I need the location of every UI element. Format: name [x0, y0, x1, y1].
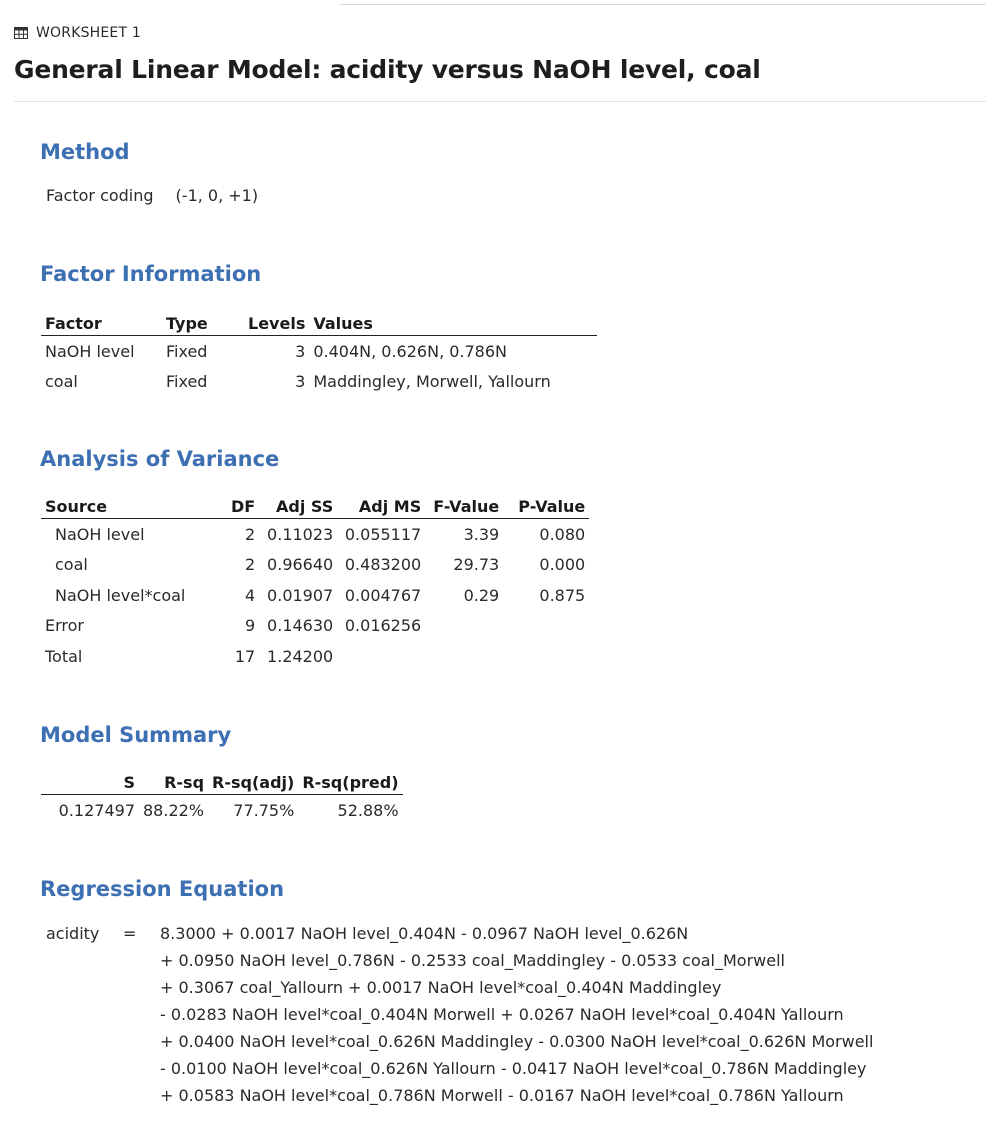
- source-cell: Error: [45, 616, 84, 636]
- r-sq-pred-cell: 52.88%: [337, 800, 399, 820]
- df-cell: 2: [245, 524, 256, 544]
- p-value-cell: [503, 611, 589, 642]
- f-value-cell: 0.29: [463, 585, 500, 605]
- column-header: Factor: [41, 307, 162, 336]
- type-cell: Fixed: [166, 372, 208, 392]
- source-cell: coal: [55, 555, 88, 575]
- source-cell: NaOH level: [55, 524, 145, 544]
- adj-ss-cell: 0.01907: [267, 585, 334, 605]
- column-header: P-Value: [503, 490, 589, 519]
- column-header: Type: [162, 307, 244, 336]
- source-cell: Total: [45, 646, 83, 666]
- response-name: acidity: [46, 924, 100, 943]
- column-header: Source: [41, 490, 227, 519]
- r-sq-cell: 88.22%: [143, 800, 205, 820]
- column-header: Adj SS: [259, 490, 337, 519]
- table-row: [41, 367, 597, 398]
- equation-line: + 0.0583 NaOH level*coal_0.786N Morwell - 0.0167 NaOH level*coal_0.786N Yallourn: [160, 1086, 844, 1105]
- column-header: DF: [227, 490, 259, 519]
- table-row: [41, 795, 403, 826]
- table-row: [41, 611, 589, 642]
- equation-terms: [160, 924, 873, 1113]
- equation-line: + 0.3067 coal_Yallourn + 0.0017 NaOH level*coal_0.404N Maddingley: [160, 978, 722, 997]
- df-cell: 17: [234, 646, 256, 666]
- column-header: R-sq(adj): [208, 766, 298, 795]
- equation-line: + 0.0950 NaOH level_0.786N - 0.2533 coal_Maddingley - 0.0533 coal_Morwell: [160, 951, 785, 970]
- r-sq-adj-cell: 77.75%: [233, 800, 295, 820]
- df-cell: 2: [245, 555, 256, 575]
- model-summary-heading: Model Summary: [40, 723, 232, 747]
- model-summary-table: [41, 766, 403, 826]
- anova-heading: Analysis of Variance: [40, 447, 280, 471]
- type-cell: Fixed: [166, 341, 208, 361]
- table-header-row: [41, 766, 403, 795]
- df-cell: 4: [245, 585, 256, 605]
- values-cell: 0.404N, 0.626N, 0.786N: [313, 341, 508, 361]
- worksheet-header: [14, 25, 141, 41]
- table-row: [41, 519, 589, 550]
- title-divider: [14, 101, 986, 102]
- factor-info-heading: Factor Information: [40, 262, 262, 286]
- adj-ss-cell: 0.96640: [267, 555, 334, 575]
- grid-table-icon: [14, 27, 28, 39]
- table-header-row: [41, 307, 597, 336]
- source-cell: NaOH level*coal: [55, 585, 186, 605]
- table-row: [41, 641, 589, 672]
- adj-ms-cell: 0.016256: [344, 616, 422, 636]
- levels-cell: 3: [295, 372, 306, 392]
- adj-ss-cell: 1.24200: [267, 646, 334, 666]
- factor-cell: coal: [45, 372, 78, 392]
- equation-line: + 0.0400 NaOH level*coal_0.626N Maddingley - 0.0300 NaOH level*coal_0.626N Morwell: [160, 1032, 874, 1051]
- worksheet-label: WORKSHEET 1: [36, 25, 141, 41]
- p-value-cell: [503, 641, 589, 672]
- table-row: [41, 580, 589, 611]
- column-header: Values: [309, 307, 597, 336]
- column-header: R-sq(pred): [298, 766, 402, 795]
- regression-heading: Regression Equation: [40, 877, 285, 901]
- adj-ms-cell: [337, 641, 425, 672]
- equation-line: - 0.0283 NaOH level*coal_0.404N Morwell + 0.0267 NaOH level*coal_0.404N Yallourn: [160, 1005, 844, 1024]
- anova-table: [41, 490, 589, 672]
- factor-cell: NaOH level: [45, 341, 135, 361]
- equation-line: 8.3000 + 0.0017 NaOH level_0.404N - 0.0967 NaOH level_0.626N: [160, 924, 689, 943]
- adj-ms-cell: 0.483200: [344, 555, 422, 575]
- p-value-cell: 0.080: [539, 524, 586, 544]
- s-cell: 0.127497: [58, 800, 135, 820]
- method-row: [46, 186, 258, 205]
- page-title: General Linear Model: acidity versus NaOH level, coal: [14, 55, 761, 84]
- column-header: Levels: [244, 307, 309, 336]
- f-value-cell: 29.73: [453, 555, 500, 575]
- column-header: R-sq: [139, 766, 208, 795]
- f-value-cell: [425, 641, 503, 672]
- column-header: Adj MS: [337, 490, 425, 519]
- adj-ss-cell: 0.14630: [267, 616, 334, 636]
- table-header-row: [41, 490, 589, 519]
- p-value-cell: 0.000: [539, 555, 586, 575]
- equation-line: - 0.0100 NaOH level*coal_0.626N Yallourn - 0.0417 NaOH level*coal_0.786N Maddingley: [160, 1059, 867, 1078]
- adj-ss-cell: 0.11023: [267, 524, 334, 544]
- levels-cell: 3: [295, 341, 306, 361]
- adj-ms-cell: 0.004767: [344, 585, 422, 605]
- values-cell: Maddingley, Morwell, Yallourn: [313, 372, 551, 392]
- column-header: F-Value: [425, 490, 503, 519]
- column-header: S: [41, 766, 139, 795]
- factor-info-table: [41, 307, 597, 397]
- f-value-cell: [425, 611, 503, 642]
- method-heading: Method: [40, 140, 130, 164]
- factor-coding-value: (-1, 0, +1): [175, 186, 259, 205]
- adj-ms-cell: 0.055117: [344, 524, 422, 544]
- equals-sign: =: [123, 924, 137, 943]
- factor-coding-label: Factor coding: [46, 186, 154, 205]
- df-cell: 9: [245, 616, 256, 636]
- table-row: [41, 336, 597, 367]
- p-value-cell: 0.875: [539, 585, 586, 605]
- top-divider: [340, 4, 986, 5]
- f-value-cell: 3.39: [463, 524, 500, 544]
- table-row: [41, 550, 589, 581]
